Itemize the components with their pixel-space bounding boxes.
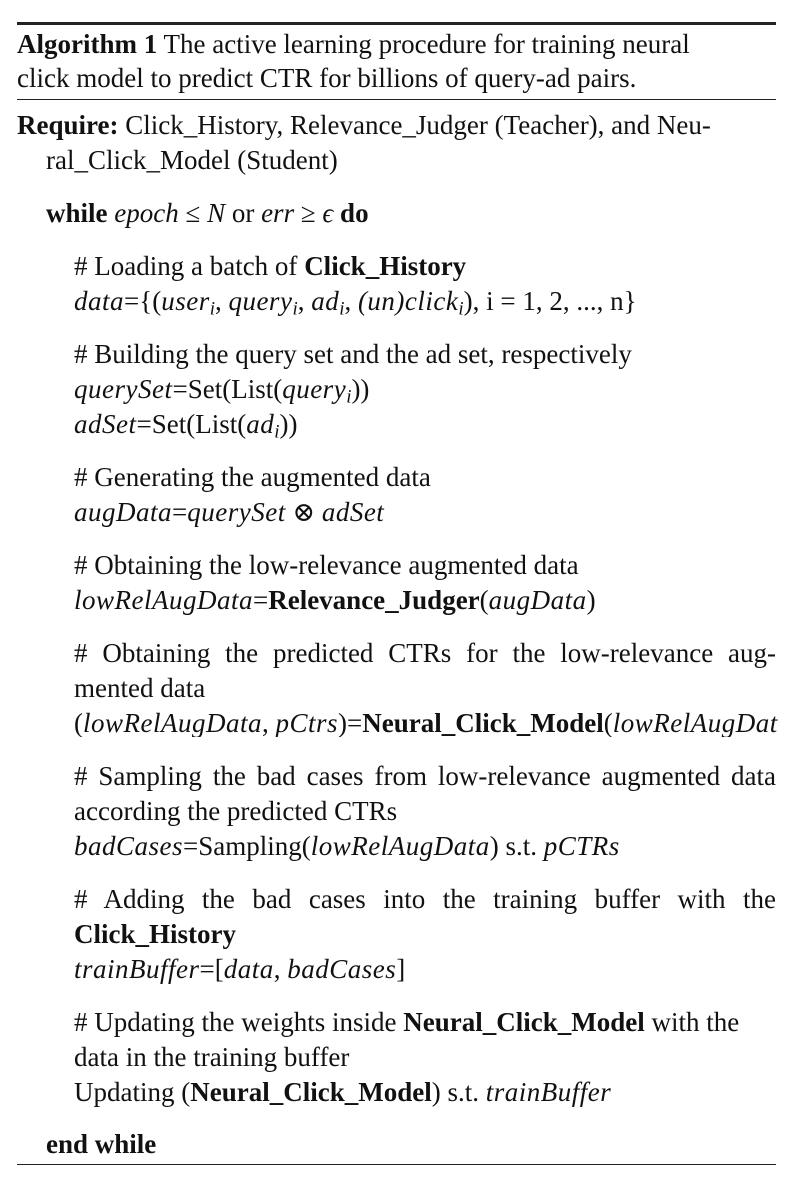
code-badcases: badCases <box>287 954 397 984</box>
step1-comment-text: # Loading a batch of <box>74 251 305 281</box>
code-paren-open: ( <box>74 710 83 737</box>
cond-le: ≤ <box>178 198 208 228</box>
code-comma: , <box>261 710 276 737</box>
code-set-list: Set(List( <box>187 374 283 404</box>
code-neural-click-model: Neural_Click_Model <box>190 1077 432 1107</box>
code-st: s.t. <box>440 1077 486 1107</box>
code-pctrs: pCtrs <box>275 710 339 737</box>
code-set-list: Set(List( <box>151 409 247 439</box>
step2-comment-text: # Building the query set and the ad set, respectively <box>74 339 632 369</box>
sub-i: i <box>346 386 352 408</box>
code-ad: ad <box>311 286 340 316</box>
require-text-2: ral_Click_Model (Student) <box>46 145 338 175</box>
code-ad: ad <box>246 409 275 439</box>
step5-comment-2 <box>74 675 205 702</box>
code-updating-close: ) <box>431 1077 441 1107</box>
step3-code <box>74 499 384 526</box>
do-keyword: do <box>340 198 369 228</box>
step7-comment-1 <box>74 886 776 913</box>
code-unclick: (un)click <box>357 286 459 316</box>
step8-comment-1 <box>74 1009 739 1036</box>
sub-i: i <box>458 298 464 320</box>
step3-comment <box>74 464 431 491</box>
step2-code-2 <box>74 409 298 443</box>
code-lowrelaugdata: lowRelAugData <box>310 831 490 861</box>
code-paren-close: ) <box>338 710 348 737</box>
code-badcases: badCases <box>74 831 184 861</box>
algorithm-caption-line1 <box>17 31 690 58</box>
code-paren-close: ) <box>586 585 596 615</box>
while-line <box>46 200 369 227</box>
end-while-line <box>46 1131 156 1158</box>
top-rule <box>17 22 776 25</box>
code-comma: , <box>344 286 358 316</box>
step7-code <box>74 956 405 983</box>
code-lowrelaugdata-truncated: lowRelAugDat <box>612 710 778 737</box>
require-label: Require: <box>17 110 119 140</box>
require-line1 <box>17 112 711 139</box>
code-sampling: Sampling( <box>198 831 311 861</box>
step1-comment <box>74 253 466 280</box>
step4-comment-text: # Obtaining the low-relevance augmented data <box>74 550 579 580</box>
cond-or: or <box>225 198 262 228</box>
code-close2: )) <box>351 374 370 404</box>
code-set-open: {( <box>139 286 162 316</box>
step8-comment-text-a: # Updating the weights inside <box>74 1007 404 1037</box>
caption-text-2: click model to predict CTR for billions of query-ad pairs. <box>17 63 637 93</box>
while-keyword: while <box>46 198 108 228</box>
code-trainbuffer: trainBuffer <box>74 954 200 984</box>
code-query: query <box>282 374 347 404</box>
step6-comment-text-1: # Sampling the bad cases from low-relevance augmented data <box>74 761 776 791</box>
code-paren-open: ( <box>603 710 613 737</box>
code-eq: = <box>124 286 140 316</box>
code-bracket-open: [ <box>214 954 224 984</box>
code-eq: = <box>199 954 215 984</box>
code-paren-close: ) <box>489 831 499 861</box>
require-text-1: Click_History, Relevance_Judger (Teacher), and Neu- <box>125 110 711 140</box>
cond-N: N <box>207 198 226 228</box>
code-eq: = <box>183 831 199 861</box>
code-paren-open: ( <box>479 585 489 615</box>
bottom-rule <box>17 1164 776 1165</box>
step2-comment <box>74 341 632 368</box>
step8-comment-bold: Neural_Click_Model <box>403 1007 645 1037</box>
code-updating: Updating ( <box>74 1077 191 1107</box>
code-data-tail: ), i = 1, 2, ..., n} <box>463 286 637 316</box>
code-augdata: augData <box>488 585 587 615</box>
code-adset: adSet <box>74 409 137 439</box>
step5-comment-text-2: mented data <box>74 673 206 703</box>
cond-ge: ≥ <box>294 198 323 228</box>
end-while-keyword: end while <box>46 1129 157 1159</box>
code-trainbuffer: trainBuffer <box>485 1077 612 1107</box>
code-comma: , <box>214 286 229 316</box>
step8-comment-2 <box>74 1044 349 1071</box>
cond-epoch: epoch <box>114 198 179 228</box>
code-eq: = <box>172 374 188 404</box>
code-otimes: ⊗ <box>285 497 322 527</box>
step1-comment-bold: Click_History <box>304 251 467 281</box>
code-comma: , <box>297 286 312 316</box>
code-comma: , <box>273 954 288 984</box>
step6-code <box>74 833 620 860</box>
code-adset: adSet <box>321 497 385 527</box>
code-lowrelaugdata: lowRelAugData <box>83 710 262 737</box>
code-augdata: augData <box>74 497 172 527</box>
code-eq: = <box>172 497 188 527</box>
code-eq: = <box>252 585 269 615</box>
code-query: query <box>228 286 293 316</box>
step6-comment-text-2: according the predicted CTRs <box>74 796 398 826</box>
code-pctrs-upper: pCTRs <box>543 831 620 861</box>
sub-i: i <box>292 298 298 320</box>
algorithm-label: Algorithm 1 <box>17 29 158 59</box>
step3-comment-text: # Generating the augmented data <box>74 462 431 492</box>
step4-code <box>74 587 596 614</box>
step7-comment-bold: Click_History <box>74 919 236 949</box>
code-close2: )) <box>279 409 298 439</box>
code-eq: = <box>136 409 152 439</box>
step8-comment-text-2: data in the training buffer <box>74 1042 350 1072</box>
code-data: data <box>223 954 274 984</box>
sub-i: i <box>274 421 280 443</box>
sub-i: i <box>339 298 345 320</box>
code-queryset: querySet <box>187 497 286 527</box>
step5-comment-text-1: # Obtaining the predicted CTRs for the low-relevance aug- <box>74 638 776 668</box>
step2-code-1 <box>74 374 370 408</box>
step7-comment-text-1: # Adding the bad cases into the training buffer with the <box>74 884 776 914</box>
step6-comment-1 <box>74 763 776 790</box>
step6-comment-2 <box>74 798 397 825</box>
caption-rule <box>17 99 776 100</box>
step8-comment-text-b: with the <box>644 1007 740 1037</box>
code-relevance-judger: Relevance_Judger <box>268 585 480 615</box>
code-data: data <box>74 286 125 316</box>
algorithm-caption-line2 <box>17 65 636 92</box>
require-line2 <box>46 147 338 174</box>
code-bracket-close: ] <box>396 954 406 984</box>
step4-comment <box>74 552 579 579</box>
step5-code <box>74 710 802 737</box>
cond-err: err <box>261 198 295 228</box>
code-eq: = <box>347 710 363 737</box>
step8-code <box>74 1079 611 1106</box>
code-st: s.t. <box>498 831 544 861</box>
code-neural-click-model: Neural_Click_Model <box>362 710 604 737</box>
cond-eps: ϵ <box>322 198 334 228</box>
sub-i: i <box>209 298 215 320</box>
code-queryset: querySet <box>74 374 173 404</box>
code-lowrelaugdata: lowRelAugData <box>74 585 253 615</box>
step7-comment-2 <box>74 921 236 948</box>
caption-text-1: The active learning procedure for training neural <box>163 29 690 59</box>
step1-code <box>74 286 637 320</box>
step5-comment-1 <box>74 640 776 667</box>
code-user: user <box>161 286 210 316</box>
